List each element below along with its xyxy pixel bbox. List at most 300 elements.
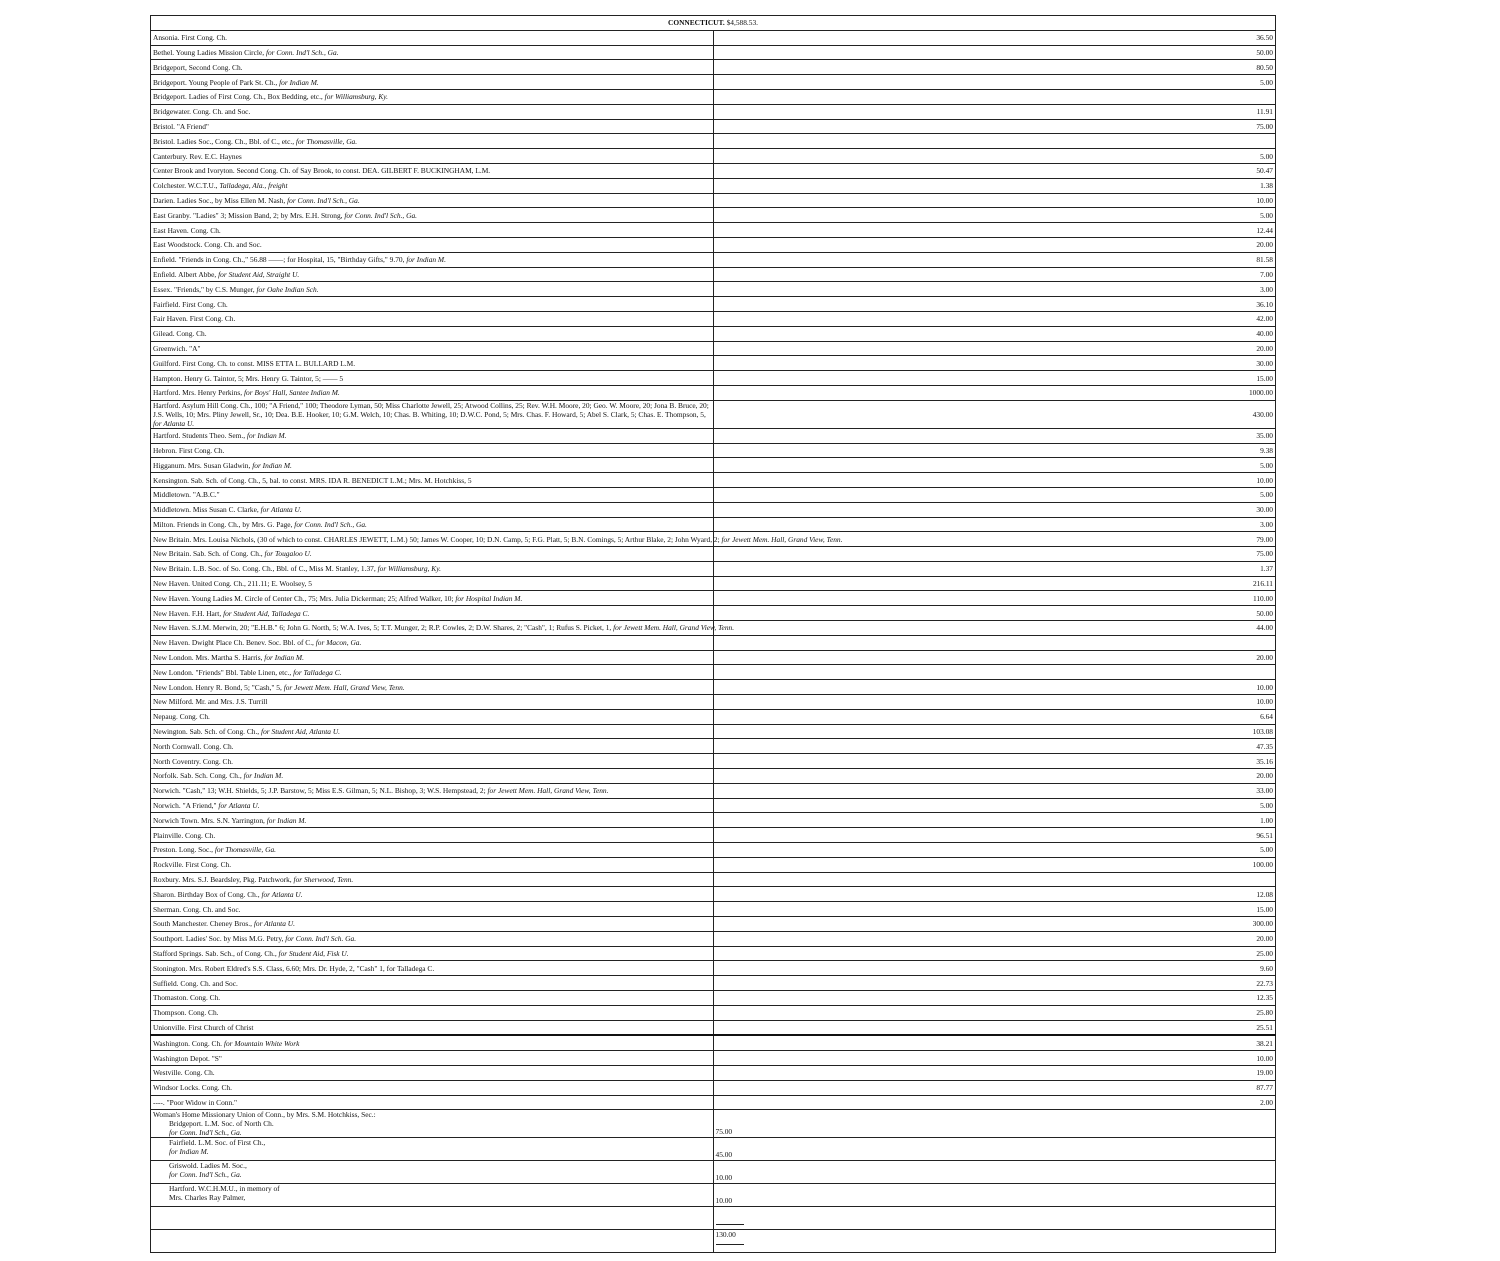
entry-place: Westville.	[153, 1068, 183, 1078]
entry-description	[151, 946, 714, 961]
entry-row	[151, 311, 1276, 326]
entry-amount: 19.00	[713, 1065, 1276, 1080]
state-name: CONNECTICUT.	[667, 18, 725, 28]
entry-place: Enfield.	[153, 269, 177, 279]
entry-text: Cong. Ch.	[203, 741, 234, 751]
entry-amount: 25.00	[713, 946, 1276, 961]
entry-description	[151, 887, 714, 902]
entry-row	[151, 371, 1276, 386]
entry-amount: 12.44	[713, 223, 1276, 238]
entry-designation: for Indian M.	[406, 255, 446, 265]
entry-place: Colchester.	[153, 181, 187, 191]
entry-row	[151, 237, 1276, 252]
entry-designation: for Williamsburg, Ky.	[324, 92, 389, 102]
entry-designation: for Conn. Ind'l Sch., Ga.	[265, 47, 339, 57]
entry-description	[151, 576, 714, 591]
entry-text: Ladies Soc., Cong. Ch., Bbl. of C., etc.,	[176, 136, 295, 146]
entry-place: Gilead.	[153, 329, 175, 339]
entry-row	[151, 45, 1276, 60]
entry-row	[151, 769, 1276, 784]
entry-text: "Friends in Cong. Ch.," 56.88 ——; for Hospital, 15, "Birthday Gifts," 9.70,	[178, 255, 405, 265]
entry-text: "S"	[211, 1053, 222, 1063]
entry-description	[151, 857, 714, 872]
entry-description	[151, 267, 714, 282]
entry-description	[151, 680, 714, 695]
entry-row	[151, 517, 1276, 532]
state-header	[151, 16, 1276, 31]
union-item-line2: Mrs. Charles Ray Palmer,	[169, 1193, 246, 1203]
entry-row	[151, 223, 1276, 238]
entry-place: Washington.	[153, 1038, 190, 1048]
entry-amount: 5.00	[713, 149, 1276, 164]
entry-description	[151, 178, 714, 193]
contributions-body	[151, 16, 1276, 1253]
entry-place: Stafford Springs.	[153, 949, 204, 958]
entry-amount: 6.64	[713, 709, 1276, 724]
entry-designation: for Jewett Mem. Hall, Grand View, Tenn.	[283, 682, 405, 692]
entry-description	[151, 783, 714, 798]
entry-amount: 10.00	[713, 695, 1276, 710]
entry-description	[151, 487, 714, 502]
entry-description	[151, 1020, 714, 1035]
entry-text: Cong. Ch.	[188, 1008, 219, 1018]
entry-amount: 50.00	[713, 606, 1276, 621]
entry-description	[151, 371, 714, 386]
entry-text: Cong. Ch.	[185, 830, 216, 840]
union-item-line: Bridgeport. L.M. Soc. of North Ch.	[169, 1119, 274, 1129]
entry-amount: 5.00	[713, 208, 1276, 223]
entry-text: Mrs. S.N. Yarrington,	[201, 815, 265, 825]
entry-row	[151, 134, 1276, 149]
entry-place: Preston.	[153, 845, 178, 855]
entry-place: Bridgewater.	[153, 107, 191, 117]
entry-place: New Haven.	[153, 623, 190, 633]
entry-place: Hartford.	[153, 388, 181, 398]
entry-description	[151, 917, 714, 932]
entry-row	[151, 428, 1276, 443]
entry-description	[151, 724, 714, 739]
entry-row	[151, 119, 1276, 134]
entry-row	[151, 60, 1276, 75]
entry-designation: for Macon, Ga.	[315, 638, 362, 648]
entry-row	[151, 680, 1276, 695]
entry-place: Norfolk.	[153, 771, 179, 781]
entry-amount: 1.00	[713, 813, 1276, 828]
entry-text: Ladies Soc., by Miss Ellen M. Nash,	[176, 195, 286, 205]
entry-description	[151, 326, 714, 341]
entry-row	[151, 931, 1276, 946]
entry-amount	[713, 89, 1276, 104]
entry-place: Thompson.	[153, 1008, 187, 1018]
entry-description	[151, 400, 714, 428]
entry-amount: 38.21	[713, 1035, 1276, 1050]
entry-description	[151, 828, 714, 843]
entry-amount: 12.35	[713, 991, 1276, 1006]
entry-description	[151, 872, 714, 887]
entry-amount: 5.00	[713, 843, 1276, 858]
entry-description	[151, 60, 714, 75]
entry-place: New Britain.	[153, 564, 192, 574]
entry-description	[151, 385, 714, 400]
entry-designation: for Boys' Hall, Santee Indian M.	[243, 388, 340, 398]
entry-amount	[713, 635, 1276, 650]
entry-text: Miss Susan C. Clarke,	[192, 505, 259, 515]
entry-place: Bethel.	[153, 47, 175, 57]
entry-row	[151, 178, 1276, 193]
entry-place: New Haven.	[153, 593, 190, 603]
entry-designation: for Jewett Mem. Hall, Grand View, Tenn.	[487, 786, 609, 796]
entry-description	[151, 961, 714, 976]
entry-description	[151, 976, 714, 991]
entry-row	[151, 193, 1276, 208]
entry-place: New Britain.	[153, 534, 192, 544]
entry-designation: for Indian M.	[246, 431, 287, 441]
entry-designation: for Hospital Indian M.	[455, 593, 523, 603]
entry-description	[151, 193, 714, 208]
entry-place: Suffield.	[153, 978, 179, 988]
entry-description	[151, 163, 714, 178]
entry-text: Mrs. Robert Eldred's S.S. Class, 6.60; Mrs. Dr. Hyde, 2, "Cash" 1, for Talladega C.	[189, 963, 435, 973]
entry-text: "Friends," by C.S. Munger,	[173, 284, 255, 294]
entry-text: First Cong. Ch. to const. MISS ETTA L. BULLARD L.M.	[182, 358, 356, 368]
entry-row	[151, 902, 1276, 917]
entry-place: Hampton.	[153, 373, 183, 383]
entry-place: North Coventry.	[153, 756, 201, 766]
entry-designation: for Conn. Ind'l Sch., Ga.	[344, 210, 417, 220]
entry-place: Darien.	[153, 195, 175, 205]
entry-description	[151, 75, 714, 90]
entry-amount: 9.60	[713, 961, 1276, 976]
entry-text: Students Theo. Sem.,	[182, 431, 246, 441]
entry-row	[151, 857, 1276, 872]
entry-amount: 50.47	[713, 163, 1276, 178]
entry-designation: for Atlanta U.	[253, 919, 295, 929]
entry-row	[151, 665, 1276, 680]
entry-row	[151, 326, 1276, 341]
entry-place: New Milford.	[153, 697, 194, 707]
entry-place: South Manchester.	[153, 919, 209, 929]
entry-amount: 40.00	[713, 326, 1276, 341]
entry-place: Southport.	[153, 934, 185, 944]
entry-description	[151, 561, 714, 576]
entry-amount: 100.00	[713, 857, 1276, 872]
entry-description	[151, 931, 714, 946]
entry-place: Greenwich.	[153, 343, 188, 353]
entry-amount: 1000.00	[713, 385, 1276, 400]
entry-description	[151, 356, 714, 371]
entry-text: Asylum Hill Cong. Ch., 100; "A Friend," 100; Theodore Lyman, 50; Miss Charlotte Jewell, 25; Atwood Collins, 25; Rev. W.H. Moore, 20; Geo. W. Moore, 20; Jona B. Bruce, 20; J.S. Wells, 10; Mrs. Pliny Jewell, Sr., 10; Dea. B.E. Hooker, 10; G.M. Welch, 10; Chas. B. Whiting, 10; D.W.C. Pond, 5; Mrs. Chas. F. Howard, 5; Abel S. Clark, 5; Chas. E. Thompson, 5,	[153, 400, 709, 419]
entry-text: "A"	[189, 343, 201, 353]
entry-text: Albert Abbe,	[178, 269, 217, 279]
entry-text: Second Cong. Ch. of Say Brook, to const. DEA. GILBERT F. BUCKINGHAM, L.M.	[236, 166, 491, 176]
entry-place: Enfield.	[153, 255, 177, 265]
entry-text: L.B. Soc. of So. Cong. Ch., Bbl. of C., Miss M. Stanley, 1.37,	[193, 564, 376, 574]
sum-rule	[716, 1224, 744, 1225]
entry-description	[151, 606, 714, 621]
entry-description	[151, 532, 843, 547]
entry-row	[151, 887, 1276, 902]
entry-text: Young Ladies M. Circle of Center Ch., 75; Mrs. Julia Dickerman; 25; Alfred Walker, 10;	[191, 593, 454, 603]
entry-description	[151, 473, 714, 488]
entry-row	[151, 297, 1276, 312]
union-item-line: Hartford. W.C.H.M.U., in memory of	[169, 1184, 280, 1194]
entry-text: Cong. Ch.	[201, 1083, 232, 1093]
entry-place: New Haven.	[153, 608, 190, 618]
entry-text: Second Cong. Ch.	[188, 62, 243, 72]
entry-row	[151, 547, 1276, 562]
entry-row	[151, 739, 1276, 754]
entry-designation: for Indian M.	[252, 460, 292, 470]
entry-designation: for Williamsburg, Ky.	[377, 564, 441, 574]
entry-row	[151, 356, 1276, 371]
entry-text: Cong. Ch.	[190, 225, 221, 235]
entry-amount: 5.00	[713, 798, 1276, 813]
entry-place: Rockville.	[153, 860, 184, 870]
entry-place: Bridgeport.	[153, 77, 187, 87]
entry-description	[151, 341, 714, 356]
entry-text: Dwight Place Ch. Benev. Soc. Bbl. of C.,	[191, 638, 314, 648]
entry-description	[151, 517, 714, 532]
entry-amount: 75.00	[713, 119, 1276, 134]
entry-designation: for Student Aid, Atlanta U.	[261, 727, 341, 737]
entry-amount: 33.00	[713, 783, 1276, 798]
entry-row	[151, 341, 1276, 356]
entry-amount: 12.08	[713, 887, 1276, 902]
entry-amount: 44.00	[713, 621, 1276, 636]
entry-designation: for Jewett Mem. Hall, Grand View, Tenn.	[613, 623, 735, 633]
sum-rule-bottom	[716, 1244, 744, 1245]
entry-designation: Talladega, Ala., freight	[219, 181, 288, 191]
entry-text: "A.B.C."	[192, 490, 220, 500]
entry-row	[151, 1051, 1276, 1066]
entry-designation: for Thomasville, Ga.	[214, 845, 277, 855]
entry-description	[151, 311, 714, 326]
entry-row	[151, 1005, 1276, 1020]
entry-amount: 11.91	[713, 104, 1276, 119]
entry-text: "Cash," 13; W.H. Shields, 5; J.P. Barstow, 5; Miss E.S. Gilman, 5; N.L. Bishop, 3; W.S. Hempstead, 2;	[182, 786, 486, 796]
entry-text: Mrs. Henry Perkins,	[182, 388, 243, 398]
entry-amount: 36.10	[713, 297, 1276, 312]
entry-description	[151, 1051, 714, 1066]
union-item-row	[151, 1161, 1276, 1184]
entry-text: Cong. Ch.	[179, 712, 210, 722]
entry-amount: 5.00	[713, 487, 1276, 502]
entry-text: First Cong. Ch.	[178, 445, 225, 455]
entry-description	[151, 902, 714, 917]
entry-row	[151, 104, 1276, 119]
entry-row	[151, 961, 1276, 976]
entry-designation: for Talladega C.	[293, 667, 342, 677]
entry-designation: for Student Aid, Straight U.	[218, 269, 300, 279]
entry-description	[151, 428, 714, 443]
entry-amount: 30.00	[713, 356, 1276, 371]
entry-text: "Ladies" 3; Mission Band, 2; by Mrs. E.H. Strong,	[192, 210, 343, 220]
entry-text: "A Friend,"	[182, 801, 217, 811]
entry-description	[151, 282, 714, 297]
entry-amount: 5.00	[713, 458, 1276, 473]
union-heading: Woman's Home Missionary Union of Conn., by Mrs. S.M. Hotchkiss, Sec.:	[153, 1110, 376, 1120]
entry-row	[151, 917, 1276, 932]
entry-place: Sharon.	[153, 889, 176, 899]
entry-amount: 110.00	[713, 591, 1276, 606]
entry-amount: 20.00	[713, 650, 1276, 665]
entry-place: New London.	[153, 682, 194, 692]
entry-amount: 300.00	[713, 917, 1276, 932]
entry-place: Fairfield.	[153, 299, 181, 309]
entry-row	[151, 75, 1276, 90]
entry-description	[151, 104, 714, 119]
entry-designation: for Student Aid, Talladega C.	[223, 608, 310, 618]
entry-designation: for Indian M.	[264, 653, 304, 663]
entry-amount: 1.38	[713, 178, 1276, 193]
entry-row	[151, 976, 1276, 991]
entry-text: Long. Soc.,	[178, 845, 213, 855]
entry-row	[151, 30, 1276, 45]
entry-place: ----.	[153, 1097, 165, 1107]
entry-text: Cong. Ch. and Soc.	[182, 904, 241, 914]
entry-description	[151, 991, 714, 1006]
entry-amount	[713, 134, 1276, 149]
entry-text: First Cong. Ch.	[182, 299, 228, 309]
entry-amount: 36.50	[713, 30, 1276, 45]
entry-place: Fair Haven.	[153, 314, 188, 324]
entry-designation: for Atlanta U.	[261, 889, 303, 899]
entry-text: First Church of Christ	[188, 1022, 254, 1032]
entry-text: First Cong. Ch.	[189, 314, 236, 324]
entry-row	[151, 1020, 1276, 1035]
entry-designation: for Oahe Indian Sch.	[256, 284, 319, 294]
state-header-row	[151, 16, 1276, 31]
entry-text: Ladies of First Cong. Ch., Box Bedding, etc.,	[188, 92, 323, 102]
entry-designation: for Indian M.	[266, 815, 307, 825]
entry-place: North Cornwall.	[153, 741, 202, 751]
entry-designation: for Atlanta U.	[153, 418, 195, 428]
union-item-amount: 45.00	[713, 1138, 1276, 1161]
entry-amount: 10.00	[713, 680, 1276, 695]
entry-text: Cong. Ch. and Soc.	[180, 978, 238, 988]
entry-description	[151, 739, 714, 754]
entry-amount: 20.00	[713, 237, 1276, 252]
union-item-description	[151, 1110, 714, 1138]
entry-amount	[713, 665, 1276, 680]
entry-description	[151, 813, 714, 828]
entry-amount: 3.00	[713, 282, 1276, 297]
entry-amount: 3.00	[713, 517, 1276, 532]
entry-row	[151, 650, 1276, 665]
entry-description	[151, 591, 714, 606]
entry-designation: for Atlanta U.	[218, 801, 260, 811]
entry-row	[151, 946, 1276, 961]
entry-amount: 35.16	[713, 754, 1276, 769]
entry-amount: 30.00	[713, 502, 1276, 517]
entry-row	[151, 163, 1276, 178]
entry-text: Birthday Box of Cong. Ch.,	[177, 889, 260, 899]
entry-amount: 15.00	[713, 371, 1276, 386]
entry-amount: 47.35	[713, 739, 1276, 754]
entry-place: Guilford.	[153, 358, 181, 368]
entry-description	[151, 843, 714, 858]
union-item-amount: 10.00	[713, 1184, 1276, 1207]
entry-description	[151, 149, 714, 164]
union-item-amount: 75.00	[713, 1110, 1276, 1138]
entry-amount: 96.51	[713, 828, 1276, 843]
contributions-table	[150, 15, 1276, 1253]
entry-row	[151, 724, 1276, 739]
entry-description	[151, 458, 714, 473]
entry-text: Mr. and Mrs. J.S. Turrill	[195, 697, 268, 707]
entry-row	[151, 798, 1276, 813]
entry-place: Stonington.	[153, 963, 188, 973]
entry-amount: 42.00	[713, 311, 1276, 326]
entry-amount: 1.37	[713, 561, 1276, 576]
entry-description	[151, 621, 735, 636]
entry-text: F.H. Hart,	[191, 608, 222, 618]
entry-place: Canterbury.	[153, 151, 188, 161]
entry-text: Sab. Sch. Cong. Ch.,	[180, 771, 242, 781]
entry-place: Bristol.	[153, 121, 175, 131]
entry-place: Hebron.	[153, 445, 178, 455]
entry-row	[151, 828, 1276, 843]
state-total: $4,588.53.	[726, 18, 759, 28]
entry-place: Roxbury.	[153, 875, 181, 885]
entry-amount: 20.00	[713, 931, 1276, 946]
entry-row	[151, 1095, 1276, 1110]
entry-row	[151, 487, 1276, 502]
entry-description	[151, 134, 714, 149]
entry-place: Windsor Locks.	[153, 1083, 200, 1093]
entry-description	[151, 208, 714, 223]
union-item-designation: for Conn. Ind'l Sch., Ga.	[169, 1170, 242, 1180]
entry-amount: 5.00	[713, 75, 1276, 90]
entry-place: Higganum.	[153, 460, 187, 470]
entry-description	[151, 237, 714, 252]
entry-place: Bridgeport,	[153, 62, 187, 72]
entry-amount: 216.11	[713, 576, 1276, 591]
entry-text: Henry R. Bond, 5; "Cash," 5,	[195, 682, 282, 692]
entry-text: Mrs. S.J. Beardsley, Pkg. Patchwork,	[182, 875, 292, 885]
entry-description	[151, 769, 714, 784]
entry-row	[151, 635, 1276, 650]
entry-place: East Woodstock.	[153, 240, 203, 250]
entry-amount: 81.58	[713, 252, 1276, 267]
entry-text: Mrs. Louisa Nichols, (30 of which to const. CHARLES JEWETT, L.M.) 50; James W. Cooper, 10; D.N. Camp, 5; F.G. Platt, 5; B.N. Comings, 5; Arthur Blake, 2; John Wyard, 2;	[193, 534, 720, 544]
entry-description	[151, 443, 714, 458]
entry-place: East Granby.	[153, 210, 192, 220]
entry-row	[151, 783, 1276, 798]
entry-description	[151, 635, 714, 650]
entry-amount: 7.00	[713, 267, 1276, 282]
entry-text: Sab. Sch. of Cong. Ch., 5, bal. to const. MRS. IDA R. BENEDICT L.M.; Mrs. M. Hotchkiss, 5	[190, 475, 472, 485]
rule-row-amount	[713, 1207, 1276, 1230]
entry-text: S.J.M. Merwin, 20; "E.H.B." 6; John G. North, 5; W.A. Ives, 5; T.T. Munger, 2; R.P. Cowles, 2; D.W. Shares, 2; "Cash", 1; Rufus S. Picket, 1,	[191, 623, 612, 633]
entry-row	[151, 709, 1276, 724]
entry-text: Cong. Ch.	[191, 1038, 223, 1048]
entry-text: Mrs. Susan Gladwin,	[187, 460, 251, 470]
entry-row	[151, 532, 1276, 547]
entry-text: Sab. Sch. of Cong. Ch.,	[193, 549, 263, 559]
entry-amount: 20.00	[713, 769, 1276, 784]
union-item-description	[151, 1184, 714, 1207]
entry-amount: 10.00	[713, 193, 1276, 208]
entry-text: Cong. Ch.	[189, 993, 221, 1003]
entry-text: Sab. Sch., of Cong. Ch.,	[205, 949, 277, 958]
entry-place: Sherman.	[153, 904, 182, 914]
entry-amount: 80.50	[713, 60, 1276, 75]
entry-place: New London.	[153, 667, 194, 677]
entry-amount: 9.38	[713, 443, 1276, 458]
entry-text: Cheney Bros.,	[209, 919, 252, 929]
entry-row	[151, 208, 1276, 223]
